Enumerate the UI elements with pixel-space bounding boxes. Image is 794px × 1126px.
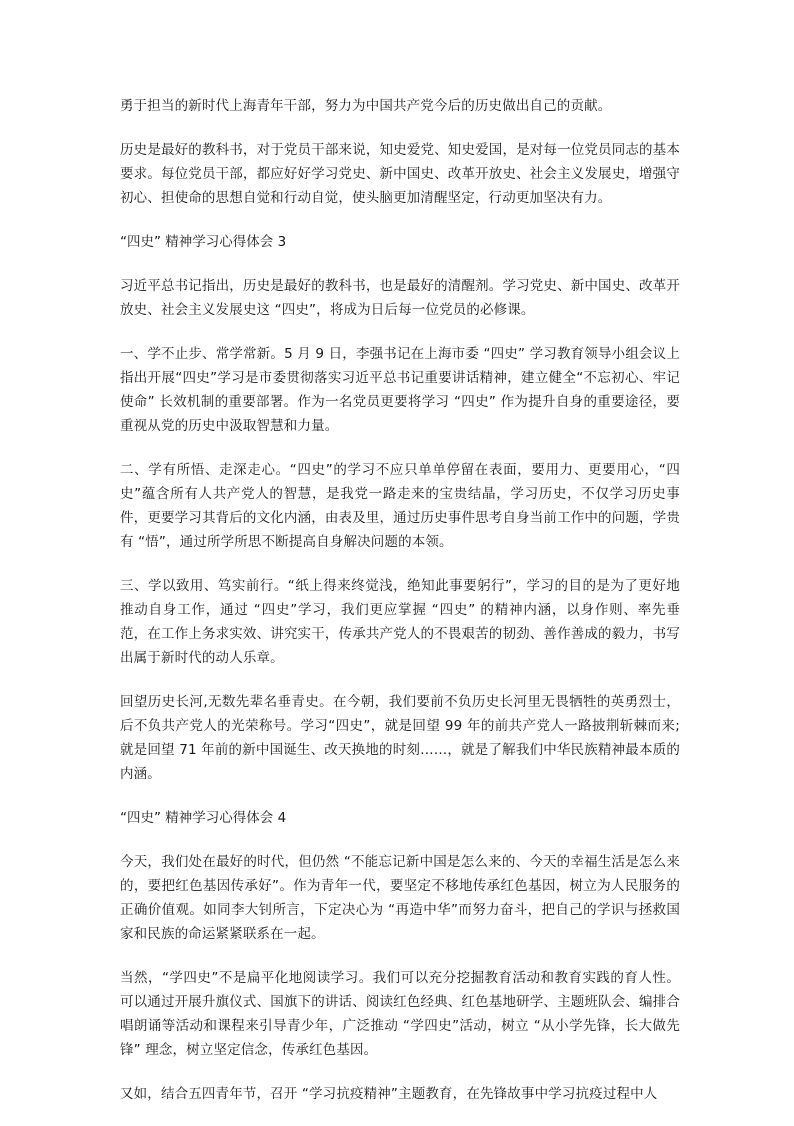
paragraph-look-back: 回望历史长河,无数先辈名垂青史。在今朝，我们要前不负历史长河里无畏牺牲的英勇烈士，后不负共产党人的光荣称号。学习“四史”，就是回望 99 年的前共产党人一路披荆斩棘而来;就是回望 71 年前的新中国诞生、改天换地的时刻……，就是了解我们中华民族精神最本质的内涵。 [120, 694, 680, 782]
document-body [120, 94, 680, 1126]
paragraph-of-course: 当然，“学四史”不是扁平化地阅读学习。我们可以充分挖掘教育活动和教育实践的育人性。可以通过开展升旗仪式、国旗下的讲话、阅读红色经典、红色基地研学、主题班队会、编排合唱朗诵等活动和课程来引导青少年，广泛推动 “学四史”活动，树立 “从小学先锋，长大做先锋” 理念，树立坚定信念，传承红色基因。 [120, 970, 680, 1058]
paragraph-xi-quote: 习近平总书记指出，历史是最好的教科书，也是最好的清醒剂。学习党史、新中国史、改革开放史、社会主义发展史这 “四史”，将成为日后每一位党员的必修课。 [120, 278, 680, 318]
paragraph-point-3: 三、学以致用、笃实前行。“纸上得来终觉浅，绝知此事要躬行”，学习的目的是为了更好地推动自身工作，通过 “四史”学习，我们更应掌握 “四史” 的精神内涵，以身作则、率先垂范，在工作上务求实效、讲究实干，传承共产党人的不畏艰苦的韧劲、善作善成的毅力，书写出属于新时代的动人乐章。 [120, 578, 680, 666]
paragraph-closing-1: 勇于担当的新时代上海青年干部，努力为中国共产党今后的历史做出自己的贡献。 [120, 98, 612, 114]
paragraph-point-2: 二、学有所悟、走深走心。“四史”的学习不应只单单停留在表面，要用力、更要用心，“四史”蕴含所有人共产党人的智慧，是我党一路走来的宝贵结晶，学习历史，不仅学习历史事件，更要学习其背后的文化内涵，由表及里，通过历史事件思考自身当前工作中的问题，学贵有 “悟”，通过所学所思不断提高自身解决问题的本领。 [120, 462, 680, 550]
paragraph-for-example: 又如，结合五四青年节，召开 “学习抗疫精神”主题教育，在先锋故事中学习抗疫过程中人 [120, 1086, 658, 1102]
section-heading-3: “四史” 精神学习心得体会 3 [120, 234, 287, 250]
paragraph-history-textbook: 历史是最好的教科书，对于党员干部来说，知史爱党、知史爱国，是对每一位党员同志的基本要求。每位党员干部，都应好好学习党史、新中国史、改革开放史、社会主义发展史，增强守初心、担使命的思想自觉和行动自觉，使头脑更加清醒坚定，行动更加坚决有力。 [120, 142, 680, 206]
paragraph-point-1: 一、学不止步、常学常新。5 月 9 日，李强书记在上海市委 “四史” 学习教育领导小组会议上指出开展“四史”学习是市委贯彻落实习近平总书记重要讲话精神，建立健全“不忘初心、牢记使命” 长效机制的重要部署。作为一名党员更要将学习 “四史” 作为提升自身的重要途径，要重视从党的历史中汲取智慧和力量。 [120, 346, 680, 434]
paragraph-today: 今天，我们处在最好的时代，但仍然 “不能忘记新中国是怎么来的、今天的幸福生活是怎么来的，要把红色基因传承好”。作为青年一代，要坚定不移地传承红色基因，树立为人民服务的正确价值观。如同李大钊所言，下定决心为 “再造中华”而努力奋斗，把自己的学识与拯救国家和民族的命运紧紧联系在一起。 [120, 854, 680, 942]
section-heading-4: “四史” 精神学习心得体会 4 [120, 810, 287, 826]
